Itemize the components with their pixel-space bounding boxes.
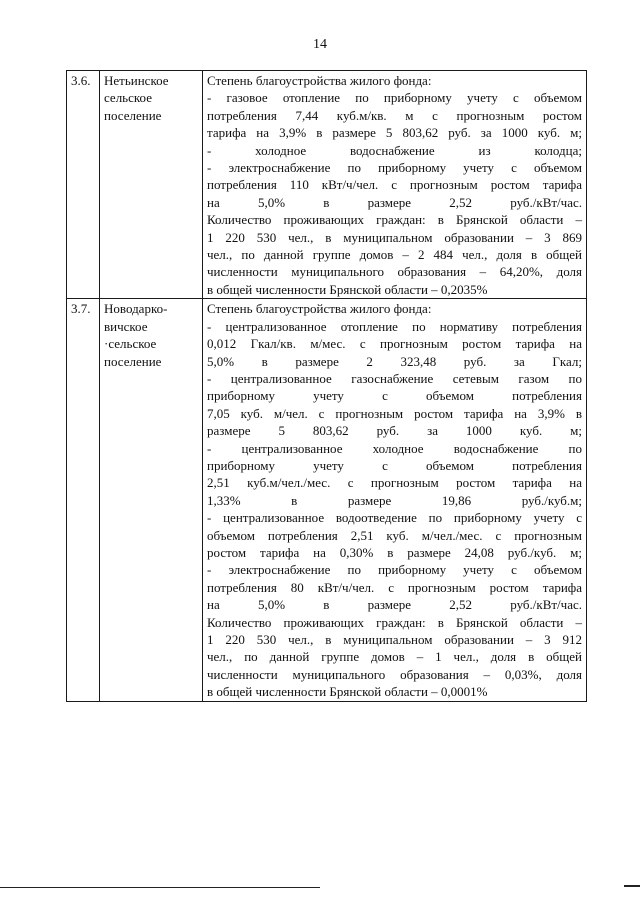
row-number-cell: 3.7. (67, 299, 100, 701)
table-row (67, 299, 587, 701)
description-line: приборному учету с объемом потребления (207, 457, 582, 473)
housing-description-cell (203, 299, 587, 701)
description-line: 0,012 Гкал/кв. м/мес. с прогнозным ростом тарифа на (207, 336, 582, 352)
description-line: чел., по данной группе домов – 1 чел., доля в общей (207, 649, 582, 665)
description-line: 7,05 куб. м/чел. с прогнозным ростом тарифа на 3,9% в (207, 405, 582, 421)
page-number: 14 (313, 37, 327, 52)
description-line: 2,51 куб.м/чел./мес. с прогнозным ростом тарифа на (207, 475, 582, 491)
description-line: - холодное водоснабжение из колодца; (207, 142, 582, 158)
settlement-name-cell (100, 71, 203, 299)
table-row (67, 71, 587, 299)
settlement-name-line: поселение (104, 107, 162, 123)
description-line: ростом тарифа на 0,30% в размере 24,08 руб./куб. м; (207, 544, 582, 560)
description-line: потребления 80 кВт/ч/чел. с прогнозным ростом тарифа (207, 579, 582, 595)
description-line: 1 220 530 чел., в муниципальном образовании – 3 912 (207, 632, 582, 647)
settlement-name-line: Нетьинское (104, 73, 169, 88)
bottom-mark (624, 885, 640, 887)
description-line: тарифа на 3,9% в размере 5 803,62 руб. за 1000 куб. м; (207, 125, 582, 141)
settlement-name-line: ·сельское (104, 336, 157, 352)
description-line: в общей численности Брянской области – 0,2035% (207, 281, 488, 297)
description-line: - электроснабжение по приборному учету с объемом (207, 562, 582, 578)
description-line: - централизованное газоснабжение сетевым газом по (207, 370, 582, 386)
description-line: потребления 110 кВт/ч/чел. с прогнозным ростом тарифа (207, 177, 582, 193)
description-line: в общей численности Брянской области – 0,0001% (207, 684, 488, 700)
housing-description-cell (203, 71, 587, 299)
description-line: приборному учету с объемом потребления (207, 388, 582, 404)
settlement-name-line: Новодарко- (104, 301, 168, 317)
description-line: - централизованное холодное водоснабжение по (207, 440, 582, 456)
description-line: на 5,0% в размере 2,52 руб./кВт/час. (207, 597, 582, 613)
description-line: размере 5 803,62 руб. за 1000 куб. м; (207, 423, 582, 439)
settlement-name-line: сельское (104, 90, 152, 106)
settlement-name-line: вичское (104, 318, 148, 334)
description-line: численности муниципального образования – 0,03%, доля (207, 666, 582, 682)
description-line: - централизованное отопление по нормативу потребления (207, 318, 582, 334)
bottom-rule (0, 887, 320, 888)
table-body (67, 71, 587, 702)
description-line: на 5,0% в размере 2,52 руб./кВт/час. (207, 194, 582, 210)
row-number-cell: 3.6. (67, 71, 100, 299)
description-line: 5,0% в размере 2 323,48 руб. за Гкал; (207, 353, 582, 369)
description-line: 1,33% в размере 19,86 руб./куб.м; (207, 492, 582, 508)
description-line: чел., по данной группе домов – 2 484 чел., доля в общей (207, 247, 582, 263)
description-line: Количество проживающих граждан: в Брянской области – (207, 212, 582, 228)
description-line: Количество проживающих граждан: в Брянской области – (207, 614, 582, 630)
settlement-name-cell (100, 299, 203, 701)
description-line: Степень благоустройства жилого фонда: (207, 73, 432, 88)
settlements-table (66, 70, 587, 702)
description-line: объемом потребления 2,51 куб. м/чел./мес. с прогнозным (207, 527, 582, 543)
description-line: - централизованное водоотведение по приборному учету с (207, 510, 582, 526)
description-line: 1 220 530 чел., в муниципальном образовании – 3 869 (207, 229, 582, 245)
settlement-name-line: поселение (104, 353, 162, 369)
description-line: Степень благоустройства жилого фонда: (207, 301, 432, 317)
description-line: - газовое отопление по приборному учету с объемом (207, 90, 582, 106)
description-line: потребления 7,44 куб.м/кв. м с прогнозным ростом (207, 107, 582, 123)
description-line: - электроснабжение по приборному учету с объемом (207, 160, 582, 176)
description-line: численности муниципального образования – 64,20%, доля (207, 264, 582, 280)
